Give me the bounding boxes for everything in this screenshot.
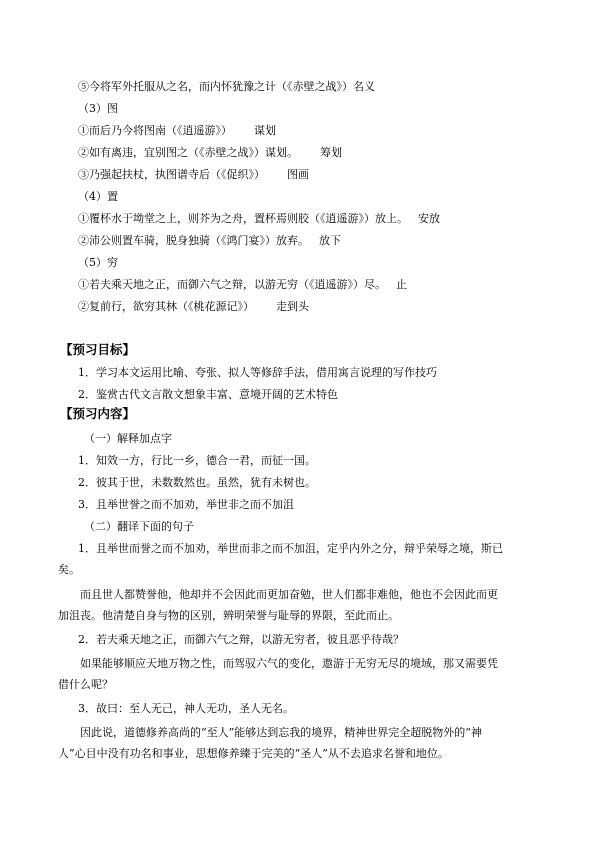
gloss-text: 谋划: [254, 124, 276, 137]
part2-line: 而且世人都赞誉他，他却并不会因此而更加奋勉，世人们都非难他，他也不会因此而更: [80, 588, 498, 601]
example-text: ②沛公则置车骑，脱身独骑（《鸿门宴》）放弃。: [78, 234, 309, 247]
example-text: ①而后乃今将图南（《逍遥游》）: [78, 124, 232, 137]
part2-line: 因此说，道德修养高尚的“至人”能够达到忘我的境界，精神世界完全超脱物外的“神: [80, 726, 482, 739]
subheading-text: （4）置: [78, 190, 118, 203]
part2-line: 如果能够顺应天地万物之性，而驾驭六气的变化，遨游于无穷无尽的境域，那又需要凭: [80, 657, 498, 670]
part2-line: 借什么呢？: [58, 678, 113, 691]
subheading-text: （5）穷: [78, 256, 118, 269]
example-line: [78, 124, 558, 138]
part-heading: （二）翻译下面的句子: [84, 520, 194, 533]
part1-item: 2．彼其于世，未数数然也。虽然，犹有未树也。: [78, 476, 316, 489]
section-title-content: 【预习内容】: [60, 406, 136, 421]
example-line: [78, 80, 558, 94]
example-text: ③乃强起扶杖，执图谱寺后（《促织》）: [78, 168, 265, 181]
part1-item: 3．且举世誉之而不加劝，举世非之而不加沮: [78, 498, 294, 511]
gloss-text: 安放: [418, 212, 440, 225]
gloss-text: 放下: [319, 234, 341, 247]
example-line: [78, 300, 558, 314]
example-line: [78, 278, 558, 292]
subheading-qiong: [78, 256, 558, 270]
part-heading: （一）解释加点字: [84, 432, 172, 445]
subheading-text: （3）图: [78, 102, 118, 115]
subheading-tu: [78, 102, 558, 116]
part1-item: 1．知效一方，行比一乡，德合一君，而征一国。: [78, 454, 316, 467]
example-text: ②如有离违，宜别图之（《赤壁之战》）谋划。: [78, 146, 298, 159]
gloss-text: 止: [396, 278, 407, 291]
goal-item: 2．鉴赏古代文言散文想象丰富、意境开阔的艺术特色: [78, 388, 338, 401]
part2-line: 2．若夫乘天地之正，而御六气之辩，以游无穷者，彼且恶乎待哉？: [78, 633, 404, 646]
part2-line: 加沮丧。他清楚自身与物的区别，辨明荣誉与耻辱的界限，至此而止。: [58, 609, 399, 622]
part2-line: 矣。: [58, 563, 80, 576]
example-line: [78, 234, 558, 248]
part2-line: 3．故曰：至人无己，神人无功，圣人无名。: [78, 702, 294, 715]
part2-line: 1．且举世而誉之而不加劝，举世而非之而不加沮，定乎内外之分，辩乎荣辱之境，斯已: [78, 542, 503, 555]
example-line: [78, 212, 558, 226]
gloss-text: 筹划: [320, 146, 342, 159]
section-title-goals: 【预习目标】: [60, 342, 136, 357]
example-text: ⑤今将军外托服从之名，而内怀犹豫之计（《赤壁之战》）名义: [78, 80, 375, 93]
example-text: ①覆杯水于坳堂之上，则芥为之舟，置杯焉则胶（《逍遥游》）放上。: [78, 212, 408, 225]
gloss-text: 走到头: [276, 300, 309, 313]
goal-item: 1．学习本文运用比喻、夸张、拟人等修辞手法，借用寓言说理的写作技巧: [78, 366, 437, 379]
example-line: [78, 168, 558, 182]
gloss-text: 图画: [287, 168, 309, 181]
subheading-zhi: [78, 190, 558, 204]
example-text: ①若夫乘天地之正，而御六气之辩，以游无穷（《逍遥游》）尽。: [78, 278, 386, 291]
part2-line: 人”心目中没有功名和事业，思想修养臻于完美的“圣人”从不去追求名誉和地位。: [58, 747, 449, 760]
example-text: ②复前行，欲穷其林（《桃花源记》）: [78, 300, 254, 313]
example-line: [78, 146, 558, 160]
